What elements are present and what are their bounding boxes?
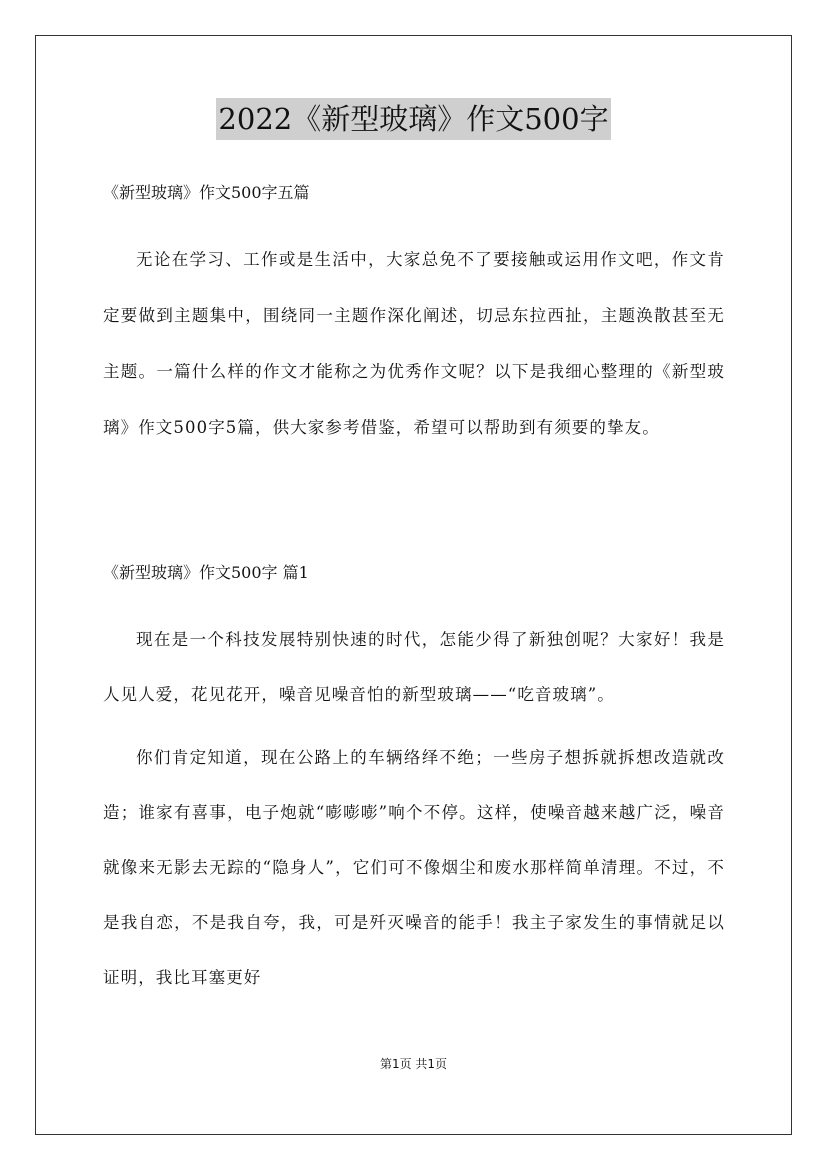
intro-block (103, 232, 725, 456)
document-title-wrap (0, 98, 827, 140)
body-paragraph: 现在是一个科技发展特别快速的时代，怎能少得了新独创呢？大家好！我是人见人爱，花见花开，噪音见噪音怕的新型玻璃——“吃音玻璃”。 (103, 630, 725, 704)
page-footer: 第1页 共1页 (379, 1057, 448, 1071)
document-title: 2022《新型玻璃》作文500字 (216, 98, 610, 140)
document-subtitle: 《新型玻璃》作文500字五篇 (103, 183, 310, 202)
body-paragraph: 你们肯定知道，现在公路上的车辆络绎不绝；一些房子想拆就拆想改造就改造；谁家有喜事，电子炮就“嘭嘭嘭”响个不停。这样，使噪音越来越广泛，噪音就像来无影去无踪的“隐身人”，它们可不像烟尘和废水那样简单清理。不过，不是我自恋，不是我自夸，我，可是歼灭噪音的能手！我主子家发生的事情就足以证明，我比耳塞更好 (103, 748, 725, 987)
section-title: 《新型玻璃》作文500字 篇1 (103, 563, 309, 582)
body-block (103, 612, 725, 1005)
intro-paragraph: 无论在学习、工作或是生活中，大家总免不了要接触或运用作文吧，作文肯定要做到主题集中，围绕同一主题作深化阐述，切忌东拉西扯，主题涣散甚至无主题。一篇什么样的作文才能称之为优秀作文呢？以下是我细心整理的《新型玻璃》作文500字5篇，供大家参考借鉴，希望可以帮助到有须要的挚友。 (103, 250, 725, 437)
